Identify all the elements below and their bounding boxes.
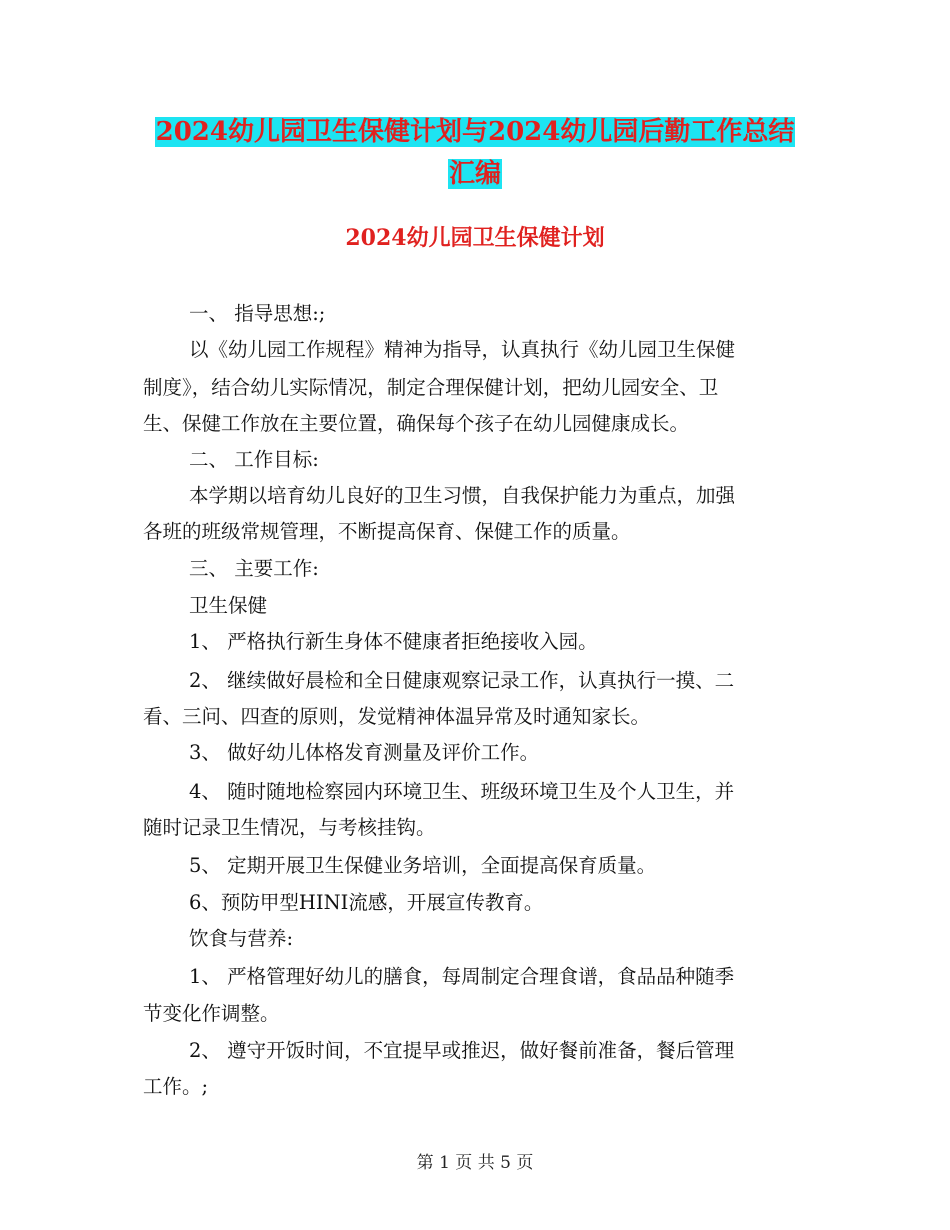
list-item: 1、 严格管理好幼儿的膳食，每周制定合理食谱，食品品种随季 bbox=[189, 965, 735, 988]
heading-main-work: 三、 主要工作: bbox=[189, 557, 319, 580]
list-item: 2、 遵守开饭时间，不宜提早或推迟，做好餐前准备，餐后管理 bbox=[189, 1039, 735, 1062]
list-item: 2、 继续做好晨检和全日健康观察记录工作，认真执行一摸、二 bbox=[189, 669, 735, 692]
paragraph-line: 以《幼儿园工作规程》精神为指导，认真执行《幼儿园卫生保健 bbox=[189, 338, 736, 361]
heading-guiding-thought: 一、 指导思想:; bbox=[189, 302, 326, 325]
paragraph-line: 看、三问、四查的原则，发觉精神体温异常及时通知家长。 bbox=[143, 705, 651, 728]
list-item: 5、 定期开展卫生保健业务培训，全面提高保育质量。 bbox=[189, 854, 657, 877]
paragraph-line: 各班的班级常规管理，不断提高保育、保健工作的质量。 bbox=[143, 520, 631, 543]
subheading-diet-nutrition: 饮食与营养: bbox=[189, 927, 294, 950]
paragraph-line: 制度》，结合幼儿实际情况，制定合理保健计划，把幼儿园安全、卫 bbox=[143, 376, 719, 399]
paragraph-line: 节变化作调整。 bbox=[143, 1002, 280, 1025]
list-item: 6、预防甲型HINI流感，开展宣传教育。 bbox=[189, 891, 544, 914]
document-title-line1: 2024幼儿园卫生保健计划与2024幼儿园后勤工作总结 bbox=[155, 117, 795, 147]
paragraph-line: 随时记录卫生情况，与考核挂钩。 bbox=[143, 816, 436, 839]
list-item: 3、 做好幼儿体格发育测量及评价工作。 bbox=[189, 741, 540, 764]
list-item: 4、 随时随地检察园内环境卫生、班级环境卫生及个人卫生，并 bbox=[189, 780, 735, 803]
subheading-hygiene: 卫生保健 bbox=[189, 594, 268, 617]
page-footer: 第 1 页 共 5 页 bbox=[416, 1153, 534, 1173]
document-title-line2: 汇编 bbox=[448, 159, 501, 189]
paragraph-line: 工作。; bbox=[143, 1075, 209, 1098]
paragraph-line: 本学期以培育幼儿良好的卫生习惯，自我保护能力为重点，加强 bbox=[189, 484, 736, 507]
list-item: 1、 严格执行新生身体不健康者拒绝接收入园。 bbox=[189, 630, 598, 653]
heading-work-goal: 二、 工作目标: bbox=[189, 448, 319, 471]
paragraph-line: 生、保健工作放在主要位置，确保每个孩子在幼儿园健康成长。 bbox=[143, 412, 690, 435]
section-title: 2024幼儿园卫生保健计划 bbox=[345, 225, 605, 251]
